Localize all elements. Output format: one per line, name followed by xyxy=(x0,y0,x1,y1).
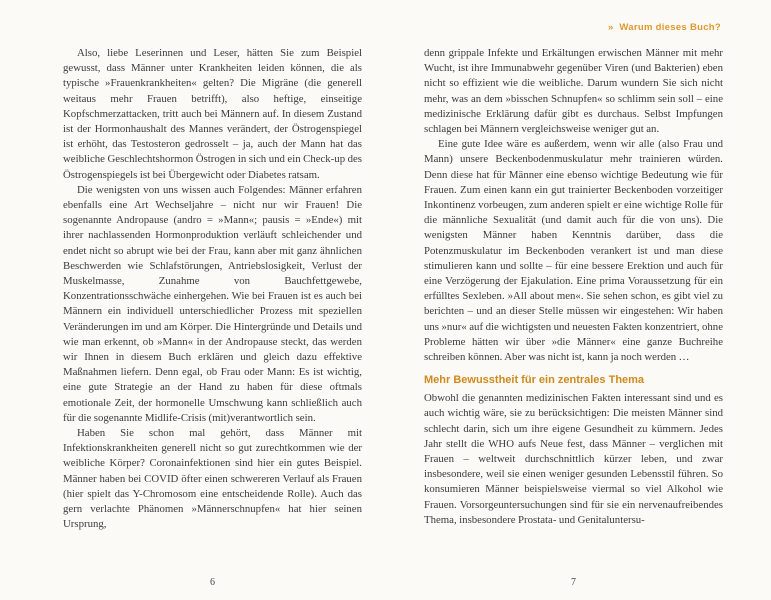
page-right xyxy=(424,46,723,588)
paragraph: Also, liebe Leserinnen und Leser, hätten Sie zum Beispiel gewusst, dass Männer unter Krankheiten leiden können, die als typische »Frauenkrankheiten« gelten? Die Migräne (die generell weitaus mehr Frauen betrifft), also heftige, einseitige Kopfschmerzattacken, tritt auch bei Männern auf. In diesem Zustand ist der Hormonhaushalt des Mannes verändert, der Östrogenspiegel ist erhöht, das Testosteron gedrosselt – ja, auch der Mann hat das weibliche Geschlechtshormon Östrogen in sich und ein Check-up des Östrogenspiegels ist bei Übergewicht oder Diabetes ratsam. xyxy=(63,47,362,181)
page-left xyxy=(63,46,362,588)
paragraph: Obwohl die genannten medizinischen Fakten interessant sind und es auch wichtig wäre, sie zu berücksichtigen: Die meisten Männer sind schlecht darin, sich um ihre eigene Gesundheit zu kümmern. Jedes Jahr stellt die WHO aufs Neue fest, dass Männer – verglichen mit Frauen – weltweit durchschnittlich kürzer leben, und zwar insbesondere, weil sie einen weniger gesunden Lebensstil führen. So konsumieren Männer beispielsweise viermal so viel Alkohol wie Frauen. Vorsorgeuntersuchungen sind für sie ein nervenaufreibendes Thema, insbesondere Prostata- und Genitaluntersu- xyxy=(424,392,723,526)
paragraph: Die wenigsten von uns wissen auch Folgendes: Männer erfahren ebenfalls eine Art Wechseljahre – nicht nur wir Frauen! Die sogenannte Andropause (andro = »Mann«; pausis = »Ende«) mit ihrer nachlassenden Hormonproduktion verläuft schleichender und endet nicht so abrupt wie bei der Frau, kann aber mit ganz ähnlichen Beschwerden wie Schlafstörungen, Antriebslosigkeit, Verlust der Muskelmasse, Zunahme von Bauchfettgewebe, Konzentrationsschwäche einhergehen. Wie bei Frauen ist es auch bei Männern ein individuell unterschiedlicher Prozess mit speziellen Veränderungen im und am Körper. Die Hintergründe und Details und wie man erkennt, ob »Mann« in der Andropause steckt, das werden wir Ihnen in diesem Buch erklären und gleich dazu effektive Maßnahmen liefern. Denn egal, ob Frau oder Mann: Es ist wichtig, eine gute Strategie an der Hand zu haben für diese oftmals emotionale Zeit, der hormonelle Umschwung kann schließlich auch für die sogenannte Midlife-Crisis (mit)verantwortlich sein. xyxy=(63,183,362,424)
page-number-left: 6 xyxy=(210,577,215,588)
chevron-marker-icon: » xyxy=(608,22,615,33)
paragraph: Eine gute Idee wäre es außerdem, wenn wir alle (also Frau und Mann) unsere Beckenbodenmuskulatur mehr trainieren würden. Denn diese hat für Männer eine ebenso wichtige Bedeutung wie für Frauen. Zum einen kann ein gut trainierter Beckenboden vorzeitiger Inkontinenz vorbeugen, zum anderen spielt er eine wichtige Rolle für die männliche Sexualität (und damit auch für die von uns). Die wenigsten Männer haben Kenntnis darüber, dass die Potenzmuskulatur im Beckenboden verankert ist und man diese stimulieren kann und sollte – für eine bessere Erektion und auch für eine Verzögerung der Ejakulation. Eine prima Voraussetzung für ein erfülltes Sexleben. »All about men«. Sie sehen schon, es gibt viel zu berichten – und an dieser Stelle müssen wir eingestehen: Wir haben uns »nur« auf die wichtigsten und neuesten Fakten konzentriert, ohne Probleme hätten wir über »die Männer« eine ganze Buchreihe schreiben können. Aber was nicht ist, kann ja noch werden … xyxy=(424,138,723,364)
paragraph: denn grippale Infekte und Erkältungen erwischen Männer mit mehr Wucht, ist ihre Immunabwehr gegenüber Viren (und Bakterien) eben nicht so effizient wie die weibliche. Darum wundern Sie sich nicht mehr, was an dem »bisschen Schnupfen« so schlimm sein soll – eine medizinische Erklärung dafür gibt es durchaus. Selbst Impfungen schlagen bei Männern vergleichsweise weniger gut an. xyxy=(424,47,723,136)
paragraph: Haben Sie schon mal gehört, dass Männer mit Infektionskrankheiten generell nicht so gut zurechtkommen wie der weibliche Körper? Coronainfektionen sind hier ein gutes Beispiel. Männer haben bei COVID öfter einen schwereren Verlauf als Frauen (hier spielt das Y-Chromosom eine entscheidende Rolle). Auch das gern verlachte Phänomen »Männerschnupfen« hat hier seinen Ursprung, xyxy=(63,427,362,531)
page-columns xyxy=(63,46,723,588)
running-header-title: Warum dieses Buch? xyxy=(619,22,721,33)
section-heading: Mehr Bewusstheit für ein zentrales Thema xyxy=(424,374,645,387)
page-number-right: 7 xyxy=(571,577,576,588)
running-header xyxy=(608,22,721,33)
